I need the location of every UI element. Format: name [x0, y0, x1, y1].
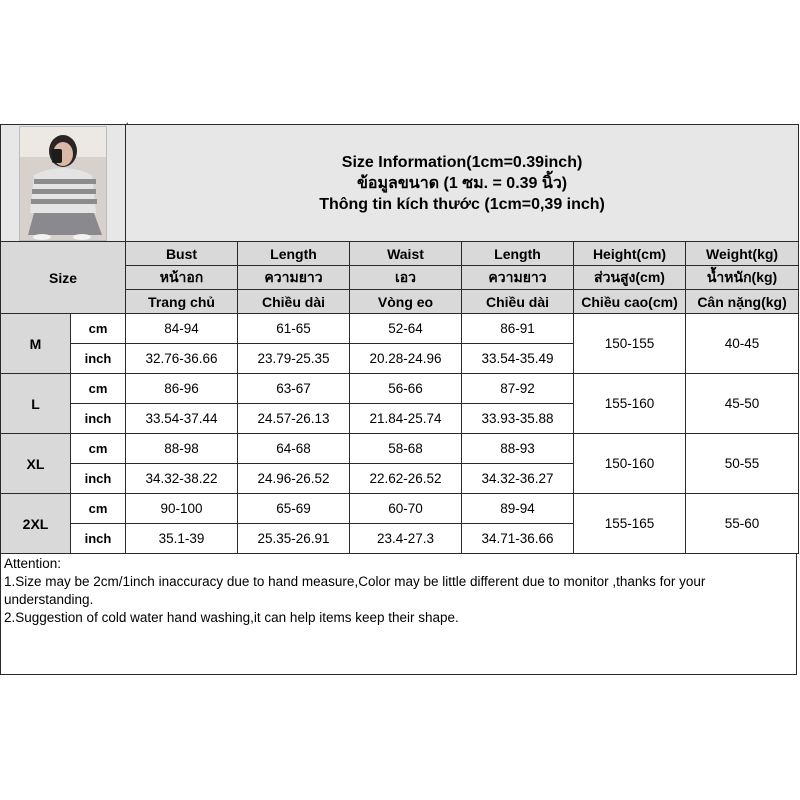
column-header-length2-en: Length	[462, 242, 574, 266]
cell-height: 150-160	[574, 434, 686, 494]
table-row-l-cm	[1, 374, 799, 404]
cell-bust-cm: 88-98	[126, 434, 238, 464]
cell-height: 155-160	[574, 374, 686, 434]
column-header-height-vi: Chiều cao(cm)	[574, 290, 686, 314]
table-row-2xl-cm	[1, 494, 799, 524]
cell-height: 150-155	[574, 314, 686, 374]
column-header-waist-th: เอว	[350, 266, 462, 290]
cell-length-cm: 63-67	[238, 374, 350, 404]
unit-cm: cm	[71, 434, 126, 464]
column-header-weight-th: น้ำหนัก(kg)	[686, 266, 799, 290]
cell-length2-cm: 87-92	[462, 374, 574, 404]
column-header-row-en	[1, 242, 799, 266]
cell-waist-inch: 20.28-24.96	[350, 344, 462, 374]
unit-inch: inch	[71, 464, 126, 494]
column-header-bust-en: Bust	[126, 242, 238, 266]
cell-length2-inch: 34.32-36.27	[462, 464, 574, 494]
size-label-l: L	[1, 374, 71, 434]
table-row-m-cm	[1, 314, 799, 344]
cell-length-inch: 25.35-26.91	[238, 524, 350, 554]
cell-bust-inch: 32.76-36.66	[126, 344, 238, 374]
size-label-2xl: 2XL	[1, 494, 71, 554]
cell-length2-inch: 33.54-35.49	[462, 344, 574, 374]
column-header-waist-vi: Vòng eo	[350, 290, 462, 314]
unit-inch: inch	[71, 524, 126, 554]
model-photo-icon	[19, 126, 107, 241]
cell-bust-cm: 86-96	[126, 374, 238, 404]
cell-bust-inch: 33.54-37.44	[126, 404, 238, 434]
cell-waist-inch: 23.4-27.3	[350, 524, 462, 554]
cell-weight: 55-60	[686, 494, 799, 554]
column-header-length-en: Length	[238, 242, 350, 266]
column-header-height-en: Height(cm)	[574, 242, 686, 266]
column-header-bust-th: หน้าอก	[126, 266, 238, 290]
unit-inch: inch	[71, 344, 126, 374]
size-column-header: Size	[1, 242, 126, 314]
cell-bust-cm: 90-100	[126, 494, 238, 524]
cell-height: 155-165	[574, 494, 686, 554]
title-vietnamese: Thông tin kích thước (1cm=0,39 inch)	[319, 195, 605, 213]
column-header-length-th: ความยาว	[238, 266, 350, 290]
cell-length-inch: 24.96-26.52	[238, 464, 350, 494]
column-header-bust-vi: Trang chủ	[126, 290, 238, 314]
cell-waist-cm: 58-68	[350, 434, 462, 464]
unit-cm: cm	[71, 314, 126, 344]
attention-line-1: 1.Size may be 2cm/1inch inaccuracy due to hand measure,Color may be little different due to monitor ,thanks for your understanding.	[4, 574, 706, 607]
cell-waist-cm: 60-70	[350, 494, 462, 524]
column-header-length-vi: Chiều dài	[238, 290, 350, 314]
cell-length-inch: 24.57-26.13	[238, 404, 350, 434]
cell-length2-cm: 88-93	[462, 434, 574, 464]
cell-length2-inch: 34.71-36.66	[462, 524, 574, 554]
cell-length-cm: 65-69	[238, 494, 350, 524]
attention-heading: Attention:	[4, 556, 62, 571]
photo-cell	[1, 125, 126, 242]
cell-bust-cm: 84-94	[126, 314, 238, 344]
cell-waist-cm: 52-64	[350, 314, 462, 344]
cell-weight: 40-45	[686, 314, 799, 374]
cell-waist-inch: 22.62-26.52	[350, 464, 462, 494]
attention-line-2: 2.Suggestion of cold water hand washing,it can help items keep their shape.	[4, 610, 459, 625]
attention-note	[0, 554, 797, 675]
cell-length-inch: 23.79-25.35	[238, 344, 350, 374]
column-header-length2-vi: Chiều dài	[462, 290, 574, 314]
title-thai: ข้อมูลขนาด (1 ซม. = 0.39 นิ้ว)	[356, 174, 568, 192]
cell-weight: 45-50	[686, 374, 799, 434]
size-label-xl: XL	[1, 434, 71, 494]
size-chart-table	[0, 124, 799, 554]
cell-length2-cm: 89-94	[462, 494, 574, 524]
unit-cm: cm	[71, 374, 126, 404]
cell-length-cm: 61-65	[238, 314, 350, 344]
title-english: Size Information(1cm=0.39inch)	[341, 153, 583, 171]
cell-waist-cm: 56-66	[350, 374, 462, 404]
cell-length-cm: 64-68	[238, 434, 350, 464]
unit-inch: inch	[71, 404, 126, 434]
column-header-length2-th: ความยาว	[462, 266, 574, 290]
size-label-m: M	[1, 314, 71, 374]
unit-cm: cm	[71, 494, 126, 524]
cell-bust-inch: 35.1-39	[126, 524, 238, 554]
column-header-height-th: ส่วนสูง(cm)	[574, 266, 686, 290]
table-row-xl-cm	[1, 434, 799, 464]
column-header-weight-en: Weight(kg)	[686, 242, 799, 266]
cell-length2-inch: 33.93-35.88	[462, 404, 574, 434]
chart-title-cell	[126, 125, 799, 242]
cell-waist-inch: 21.84-25.74	[350, 404, 462, 434]
column-header-waist-en: Waist	[350, 242, 462, 266]
cell-bust-inch: 34.32-38.22	[126, 464, 238, 494]
cell-length2-cm: 86-91	[462, 314, 574, 344]
header-row	[1, 125, 799, 242]
column-header-weight-vi: Cân nặng(kg)	[686, 290, 799, 314]
cell-weight: 50-55	[686, 434, 799, 494]
